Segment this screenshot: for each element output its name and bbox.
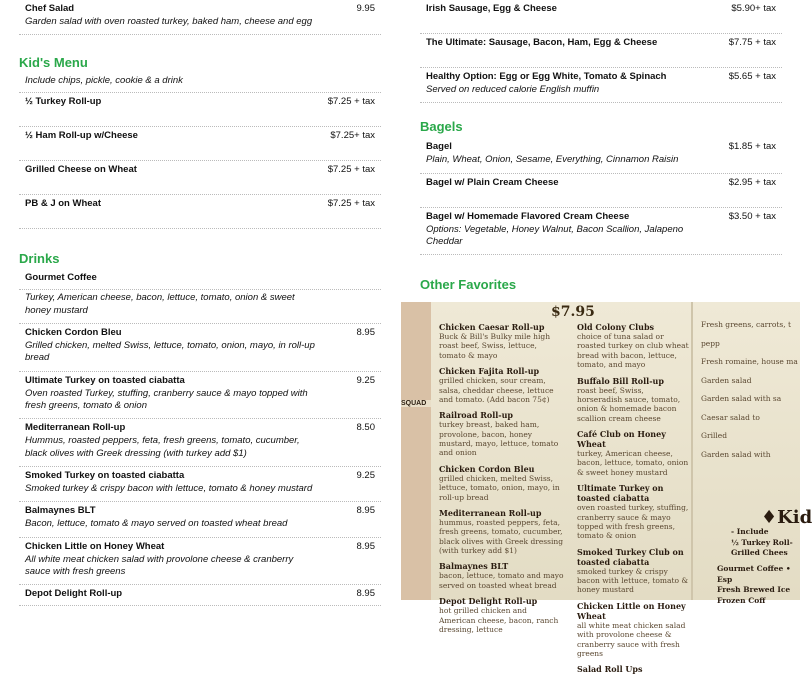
photo-text-line: ½ Turkey Roll- bbox=[731, 537, 793, 547]
photo-item-name: Smoked Turkey Club on toasted ciabatta bbox=[577, 546, 684, 567]
photo-text-line: Gourmet Coffee • Esp bbox=[717, 564, 791, 584]
overlap-item bbox=[19, 289, 381, 324]
photo-text-line: Fresh greens, carrots, t bbox=[701, 320, 792, 329]
menu-item-name: PB & J on Wheat bbox=[25, 198, 102, 210]
menu-item-price: $7.25 + tax bbox=[327, 198, 375, 210]
menu-item-description: Options: Vegetable, Honey Walnut, Bacon Scallion, Jalapeno Cheddar bbox=[426, 223, 684, 248]
menu-item-description: Bacon, lettuce, tomato & mayo served on toasted wheat bread bbox=[25, 518, 288, 530]
photo-left-strip bbox=[401, 302, 431, 600]
menu-item bbox=[420, 68, 782, 103]
menu-item-description: Smoked turkey & crispy bacon with lettuce, tomato & honey mustard bbox=[25, 483, 313, 495]
menu-item bbox=[420, 208, 782, 256]
menu-item-name: Mediterranean Roll-up bbox=[25, 422, 126, 434]
menu-item bbox=[19, 195, 381, 229]
printed-menu-photo bbox=[401, 302, 812, 674]
photo-kids-list bbox=[731, 527, 793, 559]
menu-item-price: $7.25 + tax bbox=[327, 96, 375, 108]
drinks-first-item bbox=[19, 266, 381, 289]
menu-item-price: $1.85 + tax bbox=[728, 141, 776, 153]
menu-item-price: 8.95 bbox=[356, 327, 375, 339]
menu-item-price: 9.95 bbox=[356, 3, 375, 14]
menu-item bbox=[19, 585, 381, 606]
menu-item-price: $2.95 + tax bbox=[728, 176, 776, 188]
menu-item-description: All white meat chicken salad with provolone cheese & cranberry sauce with fresh greens bbox=[25, 553, 294, 578]
menu-item-name: Depot Delight Roll-up bbox=[25, 588, 123, 600]
photo-item-name: Ultimate Turkey on toasted ciabatta bbox=[577, 483, 664, 504]
photo-item-name: Railroad Roll-up bbox=[439, 410, 513, 421]
photo-item-desc: grilled chicken, melted Swiss, lettuce, tomato, onion, mayo, in roll-up bread bbox=[439, 473, 560, 502]
menu-item-price: $7.75 + tax bbox=[728, 37, 776, 48]
photo-item-desc: choice of tuna salad or roasted turkey on club wheat bread with bacon, lettuce, tomato, and mayo bbox=[577, 332, 689, 370]
photo-item-desc: grilled chicken, sour cream, salsa, cheddar cheese, lettuce and tomato. (Add bacon 75¢) bbox=[439, 376, 554, 404]
menu-item-description: Served on reduced calorie English muffin bbox=[426, 84, 600, 95]
menu-item bbox=[19, 127, 381, 161]
menu-item bbox=[19, 467, 381, 502]
photo-text-line: Garden salad with sa bbox=[701, 394, 782, 403]
overlap-desc: Turkey, American cheese, bacon, lettuce, tomato, onion & sweet honey mustard bbox=[25, 292, 295, 316]
photo-text-line: Fresh romaine, house ma bbox=[701, 357, 798, 366]
menu-item bbox=[19, 502, 381, 537]
menu-item-price: $5.90+ tax bbox=[731, 3, 776, 14]
menu-item bbox=[19, 324, 381, 372]
photo-item-desc: oven roasted turkey, stuffing, cranberry sauce & mayo topped with fresh greens, tomato & onion bbox=[577, 503, 689, 541]
kids-menu-heading: Kid's Menu bbox=[19, 55, 88, 71]
photo-item-desc: hummus, roasted peppers, feta, fresh greens, tomato, cucumber, black olives with Greek dressing (with turkey add $1) bbox=[439, 517, 564, 555]
menu-item-price: $7.25+ tax bbox=[330, 130, 375, 142]
menu-item-name: ½ Ham Roll-up w/Cheese bbox=[25, 130, 138, 142]
photo-text-line: Fresh Brewed Ice bbox=[717, 585, 791, 594]
photo-item-name: Buffalo Bill Roll-up bbox=[577, 375, 664, 386]
photo-item-name: Salad Roll Ups bbox=[577, 664, 643, 674]
kids-menu-note: Include chips, pickle, cookie & a drink bbox=[25, 75, 183, 87]
menu-item-name: Chicken Little on Honey Wheat bbox=[25, 540, 165, 552]
photo-item-name: Old Colony Clubs bbox=[577, 322, 655, 332]
menu-item-price: 8.50 bbox=[356, 422, 375, 434]
menu-item-name: Bagel w/ Plain Cream Cheese bbox=[426, 176, 559, 188]
photo-kids-heading: ♦Kid bbox=[761, 507, 812, 528]
menu-item bbox=[19, 0, 381, 35]
photo-item-name: Balmaynes BLT bbox=[439, 561, 509, 572]
photo-item-desc: all white meat chicken salad with provolone cheese & cranberry sauce with fresh greens bbox=[577, 620, 686, 658]
menu-item-name: ½ Turkey Roll-up bbox=[25, 96, 102, 108]
menu-item-description: Hummus, roasted peppers, feta, fresh greens, tomato, cucumber, black olives with Greek dressing (with turkey add $1) bbox=[25, 435, 300, 459]
menu-item bbox=[19, 372, 381, 420]
menu-item-name: Chef Salad bbox=[25, 3, 75, 14]
menu-item-price: $7.25 + tax bbox=[327, 164, 375, 176]
menu-item-description: Garden salad with oven roasted turkey, baked ham, cheese and egg bbox=[25, 16, 313, 27]
menu-item-price: 9.25 bbox=[356, 374, 375, 386]
menu-item bbox=[19, 538, 381, 586]
photo-item-desc: hot grilled chicken and American cheese, bacon, ranch dressing, lettuce bbox=[439, 606, 559, 634]
photo-side-label: SQUAD bbox=[401, 400, 431, 407]
drinks-first-label: Gourmet Coffee bbox=[25, 272, 97, 284]
photo-item-desc: turkey, American cheese, bacon, lettuce, tomato, onion & sweet honey mustard bbox=[577, 449, 689, 477]
menu-item-name: Irish Sausage, Egg & Cheese bbox=[426, 3, 557, 14]
menu-item-name: Ultimate Turkey on toasted ciabatta bbox=[25, 374, 185, 386]
left-menu-column bbox=[19, 0, 381, 606]
photo-text-line: Garden salad with bbox=[701, 449, 771, 459]
photo-item-name: Chicken Cordon Bleu bbox=[439, 463, 535, 474]
photo-item-desc: smoked turkey & crispy bacon with lettuce, tomato & honey mustard bbox=[577, 566, 689, 595]
other-favorites-heading: Other Favorites bbox=[420, 277, 517, 293]
photo-column-3 bbox=[701, 320, 798, 468]
menu-item bbox=[420, 34, 782, 68]
photo-item-name: Depot Delight Roll-up bbox=[439, 596, 538, 607]
menu-item-description: Plain, Wheat, Onion, Sesame, Everything, Cinnamon Raisin bbox=[426, 154, 679, 166]
menu-item-name: Chicken Cordon Bleu bbox=[25, 327, 122, 339]
photo-item-name: Mediterranean Roll-up bbox=[439, 507, 542, 518]
menu-item-name: Grilled Cheese on Wheat bbox=[25, 164, 137, 176]
photo-text-line: - Include bbox=[731, 527, 769, 536]
right-menu-column bbox=[420, 0, 782, 292]
menu-item-price: 8.95 bbox=[356, 588, 375, 600]
menu-item-description: Oven roasted Turkey, stuffing, cranberry sauce & mayo topped with fresh greens, tomato & onion bbox=[25, 387, 308, 412]
menu-item-name: Smoked Turkey on toasted ciabatta bbox=[25, 470, 185, 482]
drinks-heading: Drinks bbox=[19, 251, 60, 267]
photo-text-line: Grilled bbox=[701, 431, 728, 440]
photo-text-line: pepp bbox=[701, 338, 720, 348]
photo-column-2 bbox=[577, 316, 689, 674]
photo-price-title: $7.95 bbox=[551, 304, 595, 320]
menu-item-name: Balmaynes BLT bbox=[25, 505, 96, 517]
photo-text-line: Grilled Chees bbox=[731, 548, 788, 557]
photo-drinks-list bbox=[717, 564, 800, 606]
photo-item-name: Chicken Caesar Roll-up bbox=[439, 322, 545, 332]
photo-item-name: Chicken Little on Honey Wheat bbox=[577, 600, 686, 621]
menu-item-price: $3.50 + tax bbox=[728, 210, 776, 222]
menu-item-name: Healthy Option: Egg or Egg White, Tomato & Spinach bbox=[426, 71, 667, 82]
photo-divider bbox=[691, 302, 693, 600]
menu-item bbox=[19, 161, 381, 195]
menu-item-price: 9.25 bbox=[356, 470, 375, 482]
menu-item-description: Grilled chicken, melted Swiss, lettuce, tomato, onion, mayo, in roll-up bread bbox=[25, 340, 315, 364]
menu-item-price: $5.65 + tax bbox=[728, 71, 776, 82]
photo-item-desc: Buck & Bill's Bulky mile high roast beef, Swiss, lettuce, tomato & mayo bbox=[439, 332, 551, 360]
bagels-heading: Bagels bbox=[420, 119, 463, 135]
photo-text-line: Garden salad bbox=[701, 375, 752, 385]
menu-item bbox=[420, 138, 782, 173]
photo-item-desc: bacon, lettuce, tomato and mayo served on toasted wheat bread bbox=[439, 571, 564, 590]
photo-item-name: Café Club on Honey Wheat bbox=[577, 429, 666, 449]
menu-item bbox=[19, 93, 381, 127]
photo-item-desc: turkey breast, baked ham, provolone, bacon, honey mustard, mayo, lettuce, tomato and onion bbox=[439, 420, 559, 458]
menu-item-price: 8.95 bbox=[356, 540, 375, 552]
menu-item bbox=[420, 0, 782, 34]
menu-item bbox=[420, 174, 782, 208]
photo-text-line: Caesar salad to bbox=[701, 412, 760, 422]
menu-item-price: 8.95 bbox=[356, 505, 375, 517]
menu-item-name: The Ultimate: Sausage, Bacon, Ham, Egg & Cheese bbox=[426, 37, 658, 48]
photo-item-name: Chicken Fajita Roll-up bbox=[439, 366, 540, 377]
photo-item-desc: roast beef, Swiss, horseradish sauce, tomato, onion & homemade bacon scallion cream cheese bbox=[577, 385, 681, 423]
menu-item bbox=[19, 419, 381, 467]
menu-item-name: Bagel w/ Homemade Flavored Cream Cheese bbox=[426, 210, 630, 222]
photo-text-line: Frozen Coff bbox=[717, 595, 766, 605]
menu-item-name: Bagel bbox=[426, 141, 452, 153]
photo-column-1 bbox=[439, 316, 564, 634]
